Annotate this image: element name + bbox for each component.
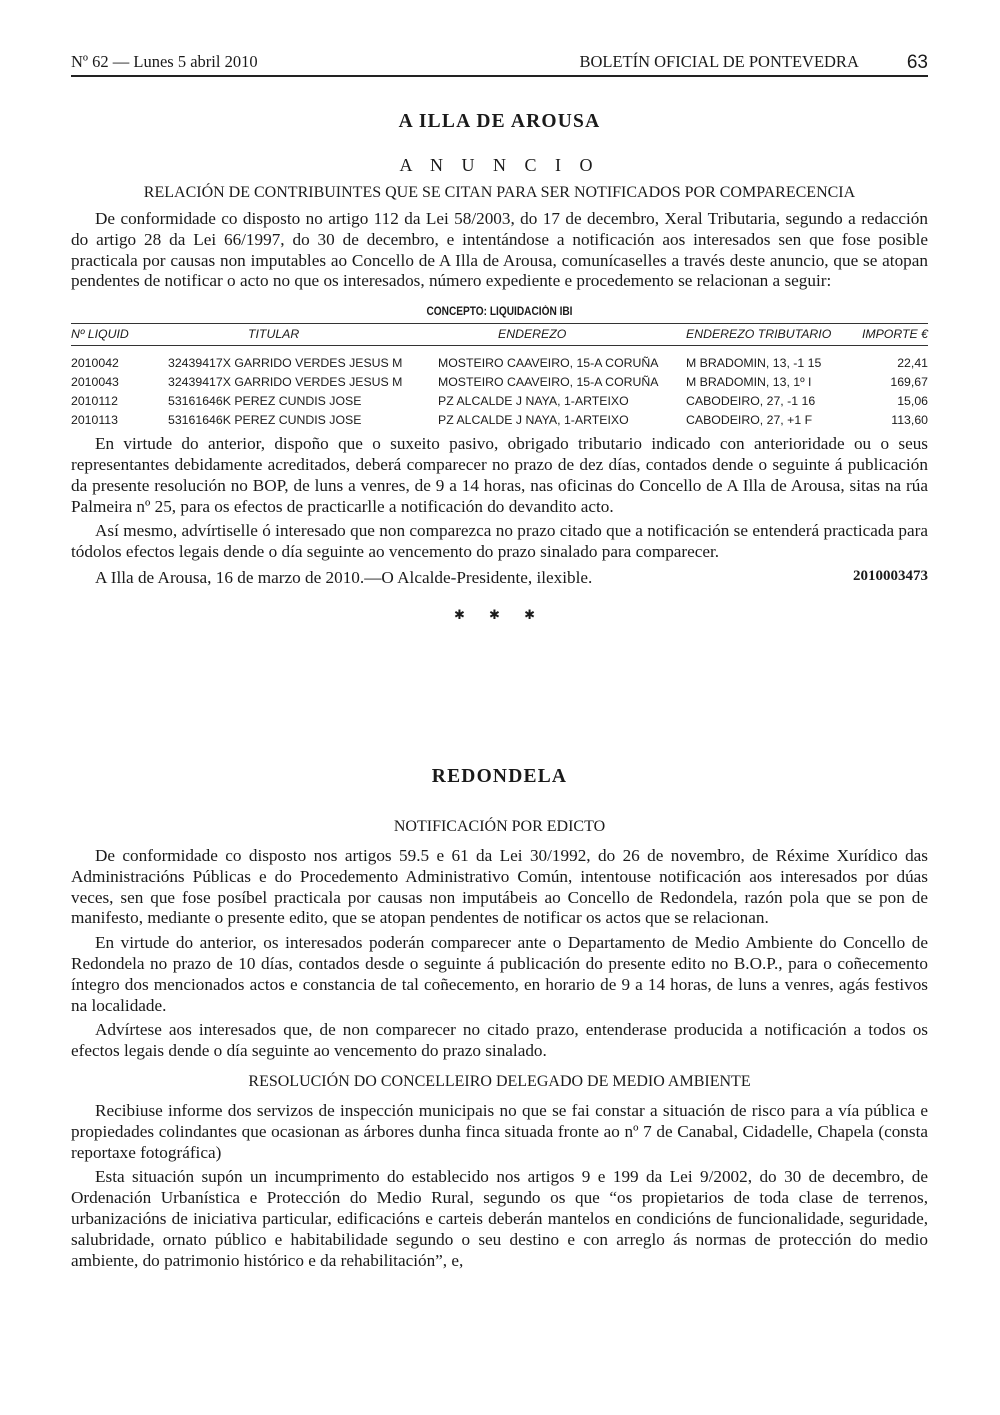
- cell-enderezo-tributario: M BRADOMIN, 13, -1 15: [686, 356, 822, 371]
- cell-liquid: 2010113: [71, 413, 118, 428]
- section-a-illa: [71, 111, 928, 623]
- section-title: A ILLA DE AROUSA: [398, 111, 601, 132]
- section-separator: ✱ ✱ ✱: [454, 607, 545, 623]
- cell-enderezo-tributario: CABODEIRO, 27, -1 16: [686, 394, 816, 409]
- cell-enderezo: MOSTEIRO CAAVEIRO, 15-A CORUÑA: [438, 356, 659, 371]
- cell-enderezo-tributario: M BRADOMIN, 13, 1º I: [686, 375, 812, 390]
- table-header-row: [71, 324, 928, 346]
- col-header: ENDEREZO TRIBUTARIO: [686, 324, 856, 346]
- table-title: CONCEPTO: LIQUIDACIÓN IBI: [426, 306, 573, 319]
- paragraph: Advírtese aos interesados que, de non comparecer no citado prazo, entenderase producida a notificación a todos os efectos legais dende o día seguinte ao vencemento do prazo sinalado.: [71, 1020, 928, 1061]
- paragraph: De conformidade co disposto nos artigos 59.5 e 61 da Lei 30/1992, do 26 de novembro, de Réxime Xurídico das Administracións Públicas e do Procedemento Administrativo Común, intentouse notificación aos interesados por dúas veces, sen que fose posíbel practicala por causas non imputábeis ao Concello de Redondela, razón pola que se pon de manifesto, mediante o presente edito, que se atopan pendentes de notificar os actos que se relacionan.: [71, 846, 928, 928]
- resolution-heading: RESOLUCIÓN DO CONCELLEIRO DELEGADO DE MEDIO AMBIENTE: [248, 1072, 751, 1090]
- cell-importe: 22,41: [897, 356, 928, 371]
- table-row: [71, 392, 928, 411]
- journal-name: BOLETÍN OFICIAL DE PONTEVEDRA: [579, 52, 859, 71]
- table-row: [71, 373, 928, 392]
- table-row: [71, 411, 928, 430]
- paragraph: En virtude do anterior, dispoño que o suxeito pasivo, obrigado tributario indicado con anterioridade ou o seus representantes debidamente acreditados, deberá comparecer no prazo de dez días, contados dende o seguinte á publicación da presente resolución no BOP, de luns a venres, de 9 a 14 horas, nas oficinas do Concello de A Illa de Arousa, sitas na rúa Palmeira nº 25, para os efectos de practicarlle a notificación do devandito acto.: [71, 434, 928, 516]
- paragraph: Esta situación supón un incumprimento do establecido nos artigos 9 e 199 da Lei 9/2002, do 30 de decembro, de Ordenación Urbanística e Protección do Medio Rural, segundo os que “os propietarios de toda clase de terrenos, urbanizacións de iniciativa particular, edificacións e carteis deberán mantelos en condicións de funcionalidade, seguridade, salubridade, ornato público e habitabilidade segundo o seu destino e con arreglo ás normas de protección do medio ambiente, do patrimonio histórico e da rehabilitación”, e,: [71, 1167, 928, 1270]
- issue-date: Nº 62 — Lunes 5 abril 2010: [71, 52, 258, 71]
- cell-importe: 169,67: [890, 375, 928, 390]
- cell-liquid: 2010112: [71, 394, 118, 409]
- taxpayers-table: [71, 323, 928, 430]
- cell-enderezo: MOSTEIRO CAAVEIRO, 15-A CORUÑA: [438, 375, 659, 390]
- notice-heading: A N U N C I O: [399, 155, 600, 175]
- cell-enderezo: PZ ALCALDE J NAYA, 1-ARTEIXO: [438, 413, 629, 428]
- signature-text: A Illa de Arousa, 16 de marzo de 2010.—O Alcalde-Presidente, ilexible.: [95, 567, 593, 587]
- header-right: [579, 52, 928, 72]
- table-row: [71, 354, 928, 373]
- cell-enderezo: PZ ALCALDE J NAYA, 1-ARTEIXO: [438, 394, 629, 409]
- col-header: TITULAR: [168, 324, 438, 346]
- reference-number: 2010003473: [853, 567, 928, 584]
- page-number: 63: [906, 52, 928, 73]
- signature-line: [71, 568, 928, 588]
- section-redondela: [71, 766, 928, 1271]
- cell-importe: 113,60: [891, 413, 928, 428]
- col-header: Nº LIQUID: [71, 324, 168, 346]
- paragraph: Así mesmo, advírtiselle ó interesado que non comparezca no prazo citado que a notificación se entenderá practicada para tódolos efectos legais dende o día seguinte ao vencemento do prazo sinalado para comparecer.: [71, 521, 928, 562]
- paragraph: Recibiuse informe dos servizos de inspección municipais no que se fai constar a situación de risco para a vía pública e propiedades colindantes que ocasionan as árbores dunha finca situada fronte ao nº 7 de Canabal, Cidadelle, Chapela (consta reportaxe fotográfica): [71, 1100, 928, 1162]
- notice-subtitle: NOTIFICACIÓN POR EDICTO: [393, 818, 606, 835]
- page: [71, 52, 928, 77]
- cell-liquid: 2010042: [71, 356, 119, 371]
- intro-paragraph: De conformidade co disposto no artigo 112 da Lei 58/2003, do 17 de decembro, Xeral Tributaria, segundo a redacción do artigo 28 da Lei 66/1997, do 30 de decembro, e intentándose a notificación aos interesados sen que fose posible practicala por causas non imputables ao Concello de A Illa de Arousa, comunícaselles a través deste anuncio, que se atopan pendentes de notificar o acto no que os interesados, número expediente e procedemento se relacionan a seguir:: [71, 209, 928, 291]
- notice-subtitle: RELACIÓN DE CONTRIBUINTES QUE SE CITAN PARA SER NOTIFICADOS POR COMPARECENCIA: [143, 184, 856, 201]
- cell-titular: 32439417X GARRIDO VERDES JESUS M: [168, 375, 403, 390]
- cell-enderezo-tributario: CABODEIRO, 27, +1 F: [686, 413, 813, 428]
- col-header: IMPORTE €: [856, 324, 928, 346]
- page-header: [71, 52, 928, 77]
- cell-titular: 53161646K PEREZ CUNDIS JOSE: [168, 413, 362, 428]
- cell-liquid: 2010043: [71, 375, 119, 390]
- col-header: ENDEREZO: [438, 324, 686, 346]
- section-title: REDONDELA: [431, 766, 568, 787]
- cell-titular: 32439417X GARRIDO VERDES JESUS M: [168, 356, 403, 371]
- cell-importe: 15,06: [897, 394, 928, 409]
- cell-titular: 53161646K PEREZ CUNDIS JOSE: [168, 394, 362, 409]
- paragraph: En virtude do anterior, os interesados poderán comparecer ante o Departamento de Medio Ambiente do Concello de Redondela no prazo de 10 días, contados desde o seguinte á publicación do presente edito no B.O.P., para o coñecemento íntegro dos mencionados actos e constancia de tal coñecemento, en horario de 9 a 14 horas, de luns a venres, agás festivos na localidade.: [71, 933, 928, 1015]
